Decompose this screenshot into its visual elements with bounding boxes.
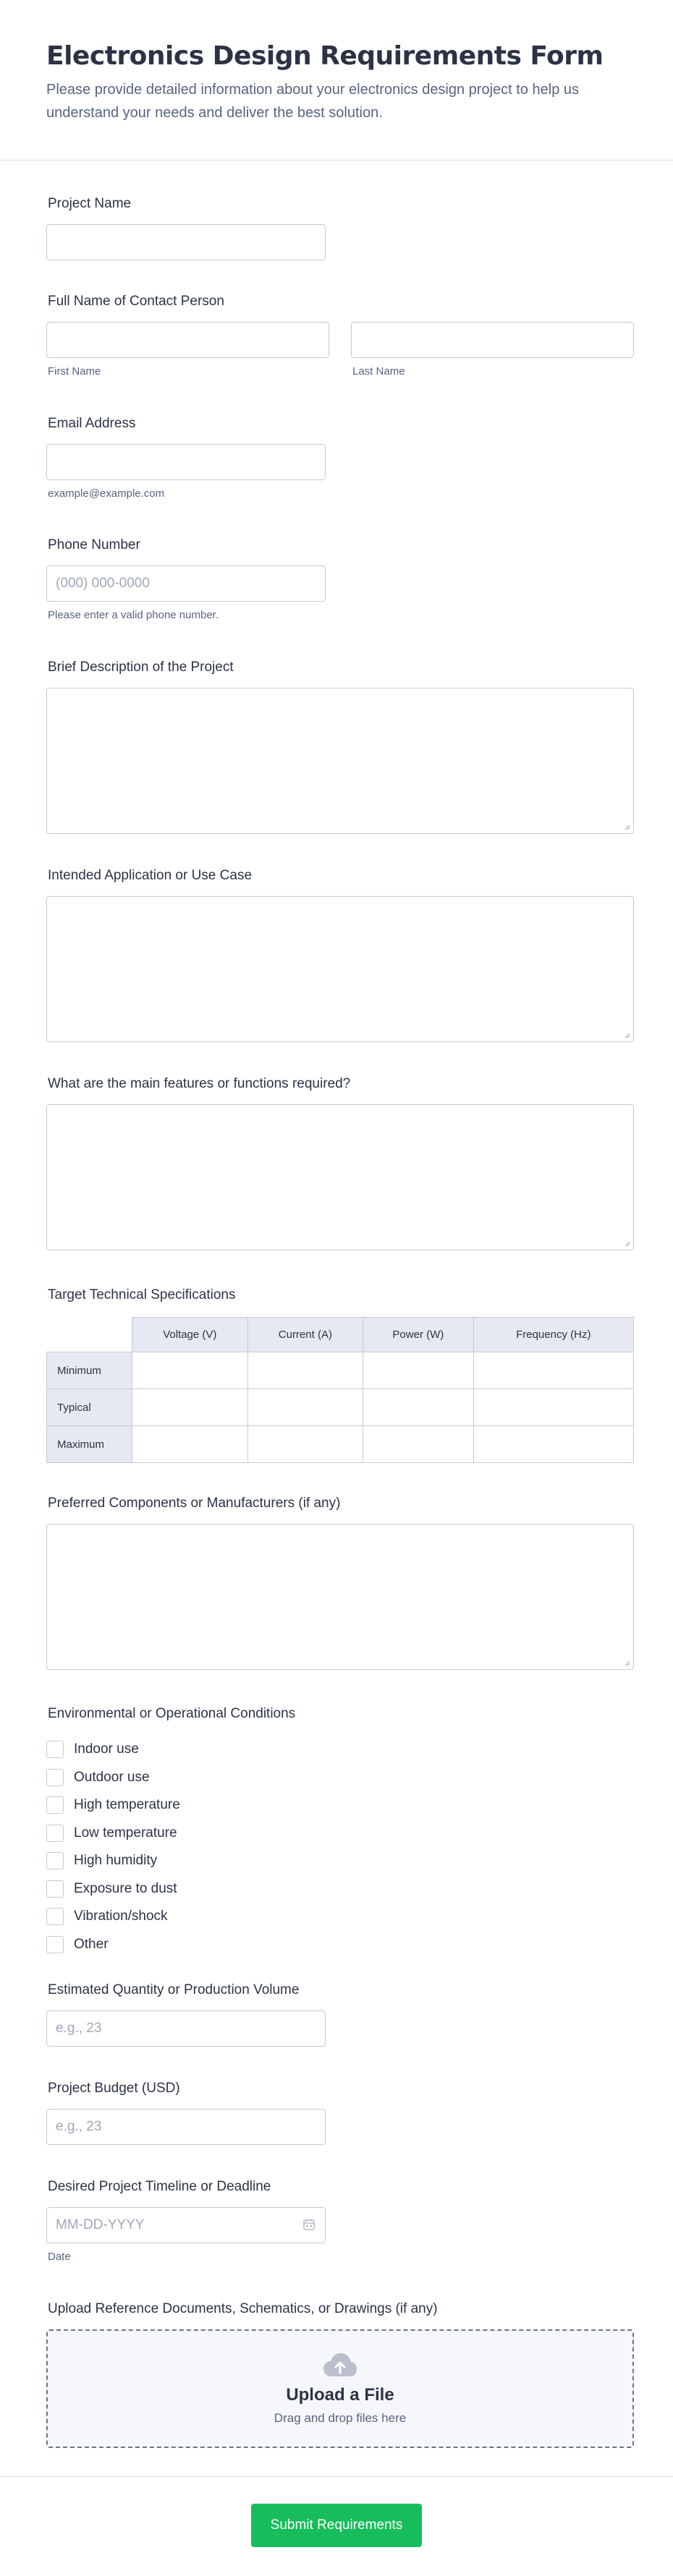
email-label: Email Address — [48, 416, 136, 431]
resize-grip-icon[interactable] — [623, 823, 630, 830]
specs-row-header: Minimum — [47, 1352, 132, 1389]
specs-row-minimum — [47, 1352, 634, 1389]
checkbox-high-humidity[interactable] — [46, 1847, 634, 1875]
resize-grip-icon[interactable] — [623, 1659, 630, 1666]
first-name-sublabel: First Name — [48, 365, 101, 378]
application-textarea[interactable] — [46, 896, 634, 1042]
email-sublabel: example@example.com — [48, 487, 165, 500]
specs-row-header: Maximum — [47, 1426, 132, 1463]
specs-table — [46, 1317, 634, 1463]
specs-cell[interactable] — [363, 1426, 473, 1463]
specs-cell[interactable] — [473, 1426, 633, 1463]
checkbox-box[interactable] — [46, 1741, 64, 1758]
specs-cell[interactable] — [247, 1352, 363, 1389]
phone-field — [46, 537, 634, 621]
checkbox-label: High humidity — [74, 1853, 158, 1869]
specs-column-header: Current (A) — [247, 1318, 363, 1352]
checkbox-box[interactable] — [46, 1769, 64, 1786]
conditions-field — [46, 1705, 634, 1958]
calendar-icon[interactable] — [302, 2218, 316, 2231]
checkbox-label: Indoor use — [74, 1741, 139, 1757]
quantity-input[interactable] — [46, 2010, 326, 2047]
components-field — [46, 1495, 634, 1670]
specs-cell[interactable] — [132, 1426, 248, 1463]
contact-name-field — [46, 293, 634, 378]
application-field — [46, 867, 634, 1042]
checkbox-label: Exposure to dust — [74, 1880, 177, 1896]
specs-header-row — [47, 1318, 634, 1352]
checkbox-label: Vibration/shock — [74, 1908, 168, 1924]
date-input[interactable] — [46, 2207, 326, 2243]
last-name-input[interactable] — [351, 322, 634, 358]
project-name-input[interactable] — [46, 224, 326, 260]
date-input-wrapper — [46, 2207, 326, 2243]
upload-title: Upload a File — [286, 2385, 394, 2405]
specs-cell[interactable] — [247, 1389, 363, 1426]
page-title: Electronics Design Requirements Form — [46, 41, 604, 71]
checkbox-low-temperature[interactable] — [46, 1820, 634, 1848]
project-name-field — [46, 195, 634, 260]
checkbox-box[interactable] — [46, 1908, 64, 1925]
specs-row-typical — [47, 1389, 634, 1426]
checkbox-box[interactable] — [46, 1880, 64, 1898]
specs-row-maximum — [47, 1426, 634, 1463]
specs-cell[interactable] — [247, 1426, 363, 1463]
resize-grip-icon[interactable] — [623, 1240, 630, 1247]
budget-input[interactable] — [46, 2109, 326, 2145]
checkbox-box[interactable] — [46, 1825, 64, 1842]
resize-grip-icon[interactable] — [623, 1031, 630, 1038]
phone-input[interactable] — [46, 566, 326, 602]
conditions-checkbox-group — [46, 1736, 634, 1958]
checkbox-high-temperature[interactable] — [46, 1791, 634, 1820]
technical-specs-field — [46, 1287, 634, 1463]
timeline-label: Desired Project Timeline or Deadline — [48, 2179, 271, 2194]
checkbox-label: Low temperature — [74, 1825, 177, 1841]
budget-field — [46, 2080, 634, 2145]
project-description-textarea[interactable] — [46, 688, 634, 834]
specs-column-header: Power (W) — [363, 1318, 473, 1352]
specs-row-header: Typical — [47, 1389, 132, 1426]
checkbox-label: High temperature — [74, 1797, 180, 1813]
components-label: Preferred Components or Manufacturers (if any) — [48, 1496, 341, 1511]
features-label: What are the main features or functions required? — [48, 1076, 351, 1091]
specs-cell[interactable] — [132, 1352, 248, 1389]
last-name-sublabel: Last Name — [352, 365, 405, 378]
form-header — [0, 0, 673, 161]
first-name-input[interactable] — [46, 322, 329, 358]
upload-hint: Drag and drop files here — [274, 2411, 407, 2425]
specs-corner-cell — [47, 1318, 132, 1352]
features-field — [46, 1075, 634, 1250]
project-description-field — [46, 659, 634, 834]
budget-label: Project Budget (USD) — [48, 2081, 180, 2096]
quantity-label: Estimated Quantity or Production Volume — [48, 1982, 300, 1997]
checkbox-outdoor-use[interactable] — [46, 1764, 634, 1792]
checkbox-box[interactable] — [46, 1936, 64, 1953]
upload-label: Upload Reference Documents, Schematics, or Drawings (if any) — [48, 2301, 438, 2316]
checkbox-indoor-use[interactable] — [46, 1736, 634, 1764]
checkbox-vibration-shock[interactable] — [46, 1903, 634, 1931]
project-description-label: Brief Description of the Project — [48, 660, 234, 675]
phone-sublabel: Please enter a valid phone number. — [48, 609, 219, 621]
conditions-label: Environmental or Operational Conditions — [48, 1706, 296, 1721]
page-description: Please provide detailed information about your electronics design project to help us understand your needs and deliver the best solution. — [46, 82, 579, 121]
checkbox-box[interactable] — [46, 1796, 64, 1814]
application-label: Intended Application or Use Case — [48, 868, 253, 883]
specs-cell[interactable] — [473, 1389, 633, 1426]
submit-button[interactable]: Submit Requirements — [251, 2504, 422, 2547]
checkbox-box[interactable] — [46, 1852, 64, 1869]
cloud-upload-icon — [323, 2352, 357, 2378]
specs-column-header: Voltage (V) — [132, 1318, 248, 1352]
specs-cell[interactable] — [363, 1389, 473, 1426]
specs-cell[interactable] — [132, 1389, 248, 1426]
features-textarea[interactable] — [46, 1104, 634, 1250]
email-field — [46, 415, 634, 500]
email-input[interactable] — [46, 444, 326, 480]
specs-cell[interactable] — [363, 1352, 473, 1389]
checkbox-label: Other — [74, 1936, 109, 1952]
specs-cell[interactable] — [473, 1352, 633, 1389]
specs-column-header: Frequency (Hz) — [473, 1318, 633, 1352]
file-dropzone[interactable] — [46, 2329, 634, 2448]
timeline-field — [46, 2178, 634, 2263]
contact-name-label: Full Name of Contact Person — [48, 294, 224, 309]
project-name-label: Project Name — [48, 196, 132, 211]
phone-label: Phone Number — [48, 537, 140, 553]
quantity-field — [46, 1982, 634, 2047]
technical-specs-label: Target Technical Specifications — [48, 1287, 236, 1302]
upload-field — [46, 2300, 634, 2448]
components-textarea[interactable] — [46, 1524, 634, 1670]
checkbox-other[interactable] — [46, 1931, 634, 1959]
checkbox-label: Outdoor use — [74, 1769, 150, 1785]
form-footer — [0, 2476, 673, 2576]
checkbox-exposure-to-dust[interactable] — [46, 1875, 634, 1903]
date-sublabel: Date — [48, 2251, 71, 2263]
